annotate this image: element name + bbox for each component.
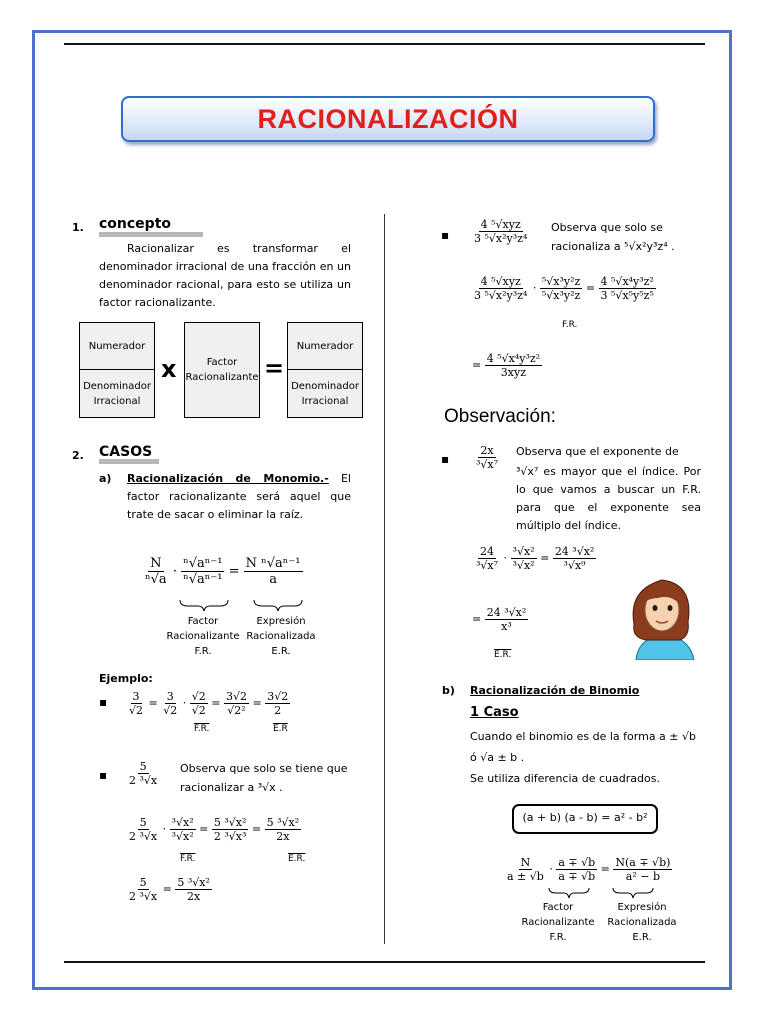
r3-num: 4 ⁵√x⁴y³z²	[486, 352, 541, 365]
ex1-num: 3	[132, 690, 140, 703]
obs-text-2: ³√x⁷ es mayor que el índice. Por lo que vamos a buscar un F.R. para que el exponente sea múltiplo del índice.	[516, 465, 701, 532]
ex1-s3-num: 3√2	[267, 690, 289, 703]
heading-underbar	[99, 232, 203, 237]
fb-fnum: a ∓ √b	[558, 856, 596, 869]
obs2-fr-num: ³√x²	[512, 545, 535, 558]
ex2b-num: 5	[139, 816, 147, 829]
formula-b-caption-1: Factor Racionalizante F.R.	[521, 902, 595, 943]
obs2-r-den: ³√x⁹	[563, 559, 586, 572]
example-2-final: $\frac{5}{\text{2 ³√x}}$ = $\frac{\text{5 ³√x²}}{2x}$	[129, 876, 210, 903]
section-1-number: 1.	[72, 221, 84, 234]
ex2-obs-1: Observa que solo se tiene que	[180, 762, 348, 775]
case-b-title: Racionalización de Binomio	[470, 684, 640, 697]
ex2c-den: 2 ³√x	[129, 890, 158, 903]
column-divider	[384, 214, 385, 944]
box-numerator: Numerador	[80, 323, 154, 370]
bullet-3: ▪	[441, 228, 450, 242]
girl-illustration	[624, 576, 704, 660]
obs-text-1: Observa que el exponente de	[516, 445, 679, 458]
fa-rden: a	[269, 572, 277, 587]
formula-a-caption-1: Factor Racionalizante F.R.	[166, 616, 240, 657]
times-sign: x	[161, 355, 177, 383]
case-b-subtitle: 1 Caso	[470, 705, 519, 720]
ex2-obs-2: racionalizar a ³√x .	[180, 781, 283, 794]
formula-a-caption-2: Expresión Racionalizada E.R.	[246, 616, 316, 657]
identity-box: (a + b) (a - b) = a² - b²	[512, 804, 658, 834]
obs-den: ³√x⁷	[476, 458, 499, 471]
example-2-steps: $\frac{5}{\text{2 ³√x}}$ · $\frac{\text{³√x²}}{\text{³√x²}}$ = $\frac{\text{5 ³√x²}}{\text{2 ³√x³}}$ = $\frac{\text{5 ³√x²}}{2x}$	[129, 816, 300, 843]
fa-den: ⁿ√a	[145, 572, 167, 587]
case-b-line-3: Se utiliza diferencia de cuadrados.	[470, 772, 660, 785]
section-1-heading: concepto	[99, 216, 172, 232]
formula-b: $\frac{N}{a \pm √b}$ · $\frac{a \mp √b}{a \mp √b}$ = $\frac{N(a \mp √b)}{\text{a² − b}}$	[507, 856, 671, 883]
result-box	[287, 322, 363, 418]
ex2-e-num: 5 ³√x²	[266, 816, 300, 829]
ex2-final-den: 2x	[187, 890, 201, 903]
example-2-fraction	[127, 760, 159, 787]
r1-obs-1: Observa que solo se	[551, 221, 663, 234]
obs2-den: ³√x⁷	[476, 559, 499, 572]
r3-result: = $\frac{\text{4 ⁵√x⁴y³z²}}{\text{3xyz}}$	[472, 352, 541, 379]
r2-r-den: 3 ⁵√x⁵y⁵z⁵	[600, 289, 654, 302]
ex2-final-num: 5 ³√x²	[177, 876, 210, 889]
fb-N: N	[520, 856, 531, 869]
factor-box: Factor Racionalizante	[184, 322, 260, 418]
obs2-num: 24	[480, 545, 495, 558]
ex1-s2-den: √2²	[227, 704, 246, 717]
title-banner	[121, 96, 655, 142]
r2-fr-label: F.R.	[562, 320, 578, 330]
r3-den: 3xyz	[500, 366, 526, 379]
concept-paragraph: Racionalizar es transformar el denominador irracional de una fracción en un denominador racional, para esto se utiliza un factor racionalizante.	[99, 242, 351, 309]
bullet-1: ▪	[99, 695, 108, 709]
box-denominator-2: Denominador Irracional	[291, 381, 359, 407]
formula-a-braces	[176, 598, 316, 612]
section-2-heading: CASOS	[99, 444, 153, 460]
r1-num: 4 ⁵√xyz	[480, 218, 521, 231]
ex2-er-label: E.R.	[288, 854, 306, 864]
obs-num: 2x	[480, 444, 494, 457]
fb-den: a ± √b	[507, 870, 544, 883]
top-rule	[64, 43, 705, 45]
bullet-2: ▪	[99, 768, 108, 782]
ex2-fr-den: ³√x²	[171, 830, 194, 843]
r2-steps: $\frac{\text{4 ⁵√xyz}}{\text{3 ⁵√x²y³z⁴}}$ · $\frac{\text{⁵√x³y²z}}{\text{⁵√x³y²z}}$ = $\frac{\text{4 ⁵√x⁴y³z²}}{\text{3 ⁵√x⁵y⁵z⁵}}$	[474, 275, 654, 302]
ex2-r-den: 2 ³√x³	[213, 830, 247, 843]
observacion-heading: Observación:	[444, 406, 556, 427]
r2-fr-num: ⁵√x³y²z	[541, 275, 581, 288]
ex2-r-num: 5 ³√x²	[213, 816, 247, 829]
ex1-den-b: √2	[163, 704, 178, 717]
ex2c-num: 5	[139, 876, 147, 889]
r1-obs-2: racionaliza a ⁵√x²y³z⁴ .	[551, 240, 675, 253]
ex2-e-den: 2x	[276, 830, 290, 843]
fa-fden: ⁿ√aⁿ⁻¹	[183, 572, 223, 587]
fb-rnum: N(a ∓ √b)	[615, 856, 671, 869]
case-a-desc: El factor racionalizante será aquel que trate de sacar o eliminar la raíz.	[127, 472, 351, 521]
r1-den: 3 ⁵√x²y³z⁴	[474, 232, 528, 245]
example-1: $\frac{3}{√2}$ = $\frac{3}{√2}$ · $\frac{√2}{√2}$ = $\frac{3√2}{\text{√2²}}$ = $\frac{3√2}{2}$	[129, 690, 289, 717]
obs3-result: = $\frac{\text{24 ³√x²}}{\text{x³}}$	[472, 606, 527, 633]
page-title: RACIONALIZACIÓN	[257, 104, 519, 134]
ejemplo-label: Ejemplo:	[99, 672, 153, 685]
ex2-fr-label: F.R.	[180, 854, 196, 864]
r2-num: 4 ⁵√xyz	[480, 275, 521, 288]
bottom-rule	[64, 961, 705, 963]
formula-b-caption-2: Expresión Racionalizada E.R.	[607, 902, 677, 943]
case-a-label: a)	[99, 472, 112, 485]
case-b-line-1: Cuando el binomio es de la forma a ± √b	[470, 730, 696, 743]
ex2-fr-num: ³√x²	[171, 816, 194, 829]
box-numerator-2: Numerador	[288, 323, 362, 370]
ex1-fr-den: √2	[191, 704, 206, 717]
case-a-title: Racionalización de Monomio.-	[127, 472, 329, 485]
ex1-den: √2	[129, 704, 144, 717]
numerator-denominator-box	[79, 322, 155, 418]
formula-b-braces	[547, 887, 667, 899]
r2-fr-den: ⁵√x³y²z	[541, 289, 581, 302]
obs3-er-label: E.R.	[494, 650, 512, 660]
obs3-den: x³	[501, 620, 512, 633]
ex1-fr-label: F.R.	[194, 724, 210, 734]
ex1-num-b: 3	[166, 690, 174, 703]
ex2b-den: 2 ³√x	[129, 830, 158, 843]
case-b-label: b)	[442, 684, 455, 697]
ex2-den: 2 ³√x	[129, 774, 158, 787]
obs3-num: 24 ³√x²	[486, 606, 527, 619]
fa-rnum: N ⁿ√aⁿ⁻¹	[245, 556, 301, 571]
r2-r-num: 4 ⁵√x⁴y³z²	[600, 275, 654, 288]
formula-a-lhs: $\frac{N}{\text{ⁿ√a}}$ · $\frac{\text{ⁿ√aⁿ⁻¹}}{\text{ⁿ√aⁿ⁻¹}}$ = $\frac{\text{N ⁿ√aⁿ⁻¹}}{a}$	[145, 556, 301, 587]
ex2-num: 5	[139, 760, 147, 773]
equals-sign: =	[264, 354, 285, 382]
box-denominator: Denominador Irracional	[83, 381, 151, 407]
case-b-line-2: ó √a ± b .	[470, 751, 525, 764]
ex1-s2-num: 3√2	[225, 690, 247, 703]
fb-fden: a ∓ √b	[558, 870, 596, 883]
obs-fraction	[474, 444, 500, 471]
ex1-s3-den: 2	[274, 704, 282, 717]
ex1-fr-num: √2	[191, 690, 206, 703]
section-2-number: 2.	[72, 449, 84, 462]
fa-fnum: ⁿ√aⁿ⁻¹	[183, 556, 223, 571]
obs2-fr-den: ³√x²	[512, 559, 535, 572]
r2-den: 3 ⁵√x²y³z⁴	[474, 289, 528, 302]
obs2-r-num: 24 ³√x²	[554, 545, 595, 558]
r1-fraction	[472, 218, 529, 245]
case-a-text	[127, 470, 351, 524]
fb-rden: a² − b	[625, 870, 660, 883]
bullet-4: ▪	[441, 452, 450, 466]
ex1-er-label: E.R	[273, 724, 288, 734]
obs2-steps: $\frac{24}{\text{³√x⁷}}$ · $\frac{\text{³√x²}}{\text{³√x²}}$ = $\frac{\text{24 ³√x²}}{\text{³√x⁹}}$	[476, 545, 595, 572]
fa-N: N	[150, 556, 162, 571]
